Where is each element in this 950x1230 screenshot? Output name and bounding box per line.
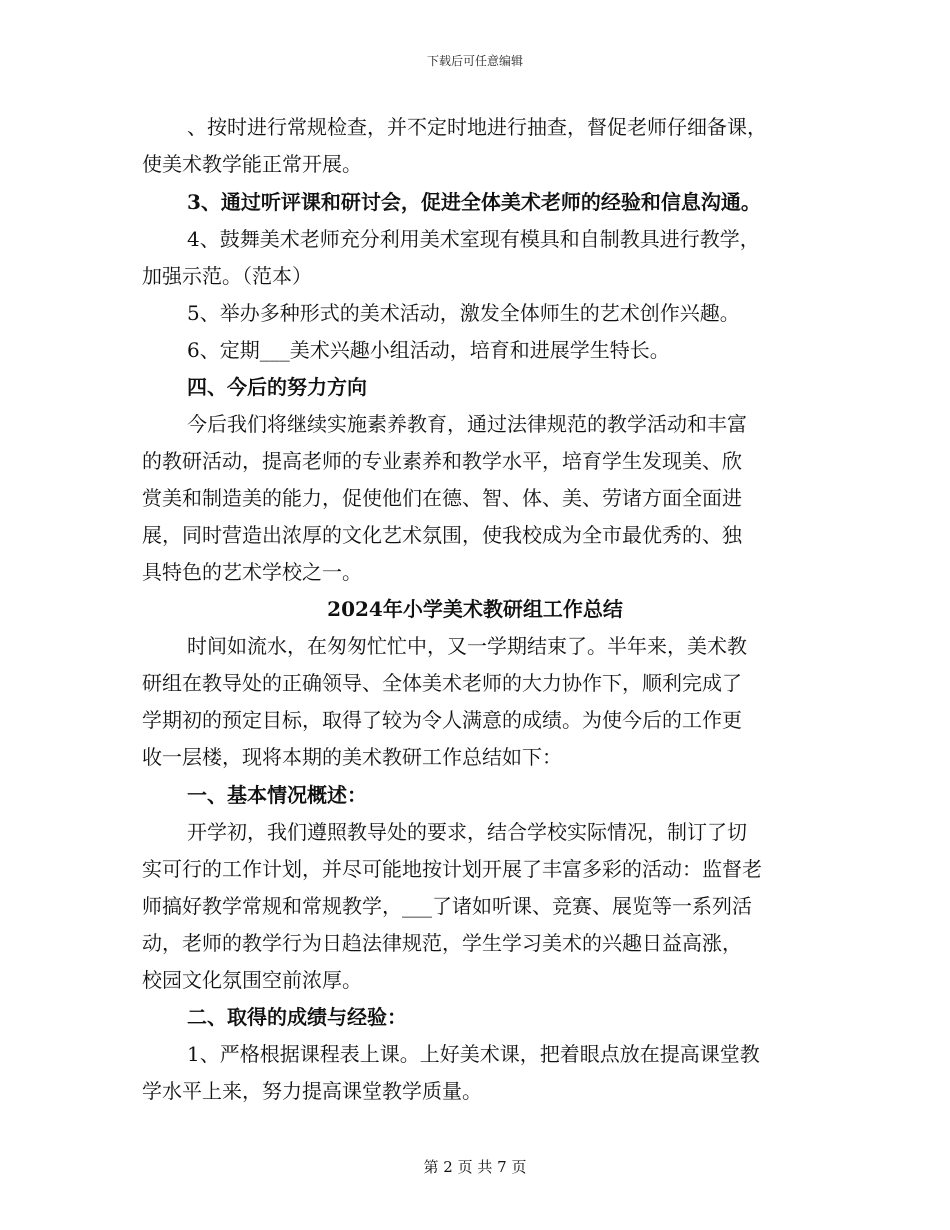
section-heading: 二、取得的成绩与经验： xyxy=(187,1005,407,1029)
paragraph-line: 的教研活动，提高老师的专业素养和教学水平，培育学生发现美、欣 xyxy=(142,449,742,473)
paragraph-line: 加强示范。（范本） xyxy=(142,264,312,288)
section-heading: 四、今后的努力方向 xyxy=(187,375,367,399)
paragraph-line: 赏美和制造美的能力，促使他们在德、智、体、美、劳诸方面全面进 xyxy=(142,486,742,510)
paragraph-line: 收一层楼，现将本期的美术教研工作总结如下： xyxy=(142,745,562,769)
page-header: 下载后可任意编辑 xyxy=(426,54,523,68)
paragraph-line: 使美术教学能正常开展。 xyxy=(142,152,362,176)
paragraph-line: 5、举办多种形式的美术活动，激发全体师生的艺术创作兴趣。 xyxy=(187,301,740,325)
paragraph-line: 4、鼓舞美术老师充分利用美术室现有模具和自制教具进行教学， xyxy=(187,227,760,251)
bold-paragraph-line: 3、通过听评课和研讨会，促进全体美术老师的经验和信息沟通。 xyxy=(187,190,761,214)
paragraph-line: 学期初的预定目标，取得了较为令人满意的成绩。为使今后的工作更 xyxy=(142,708,742,732)
paragraph-line: 实可行的工作计划，并尽可能地按计划开展了丰富多彩的活动：监督老 xyxy=(142,857,762,881)
paragraph-line: 时间如流水，在匆匆忙忙中，又一学期结束了。半年来，美术教 xyxy=(187,634,747,658)
paragraph-line: 学水平上来，努力提高课堂教学质量。 xyxy=(142,1079,482,1103)
paragraph-line: 今后我们将继续实施素养教育，通过法律规范的教学活动和丰富 xyxy=(187,412,747,436)
paragraph-line: 校园文化氛围空前浓厚。 xyxy=(142,968,362,992)
paragraph-line: 开学初，我们遵照教导处的要求，结合学校实际情况，制订了切 xyxy=(187,820,747,844)
section-heading: 一、基本情况概述： xyxy=(187,783,367,807)
page-number: 第 2 页 共 7 页 xyxy=(423,1158,527,1176)
document-title: 2024年小学美术教研组工作总结 xyxy=(327,597,623,621)
paragraph-line: 研组在教导处的正确领导、全体美术老师的大力协作下，顺利完成了 xyxy=(142,671,742,695)
paragraph-line: 动，老师的教学行为日趋法律规范，学生学习美术的兴趣日益高涨， xyxy=(142,931,742,955)
paragraph-line: 、按时进行常规检查，并不定时地进行抽查，督促老师仔细备课， xyxy=(187,115,767,139)
paragraph-line: 具特色的艺术学校之一。 xyxy=(142,560,362,584)
paragraph-line: 6、定期___美术兴趣小组活动，培育和进展学生特长。 xyxy=(187,338,670,362)
paragraph-line: 1、严格根据课程表上课。上好美术课，把着眼点放在提高课堂教 xyxy=(187,1042,760,1066)
paragraph-line: 展，同时营造出浓厚的文化艺术氛围，使我校成为全市最优秀的、独 xyxy=(142,523,742,547)
paragraph-line: 师搞好教学常规和常规教学，___了诸如听课、竞赛、展览等一系列活 xyxy=(142,894,752,918)
